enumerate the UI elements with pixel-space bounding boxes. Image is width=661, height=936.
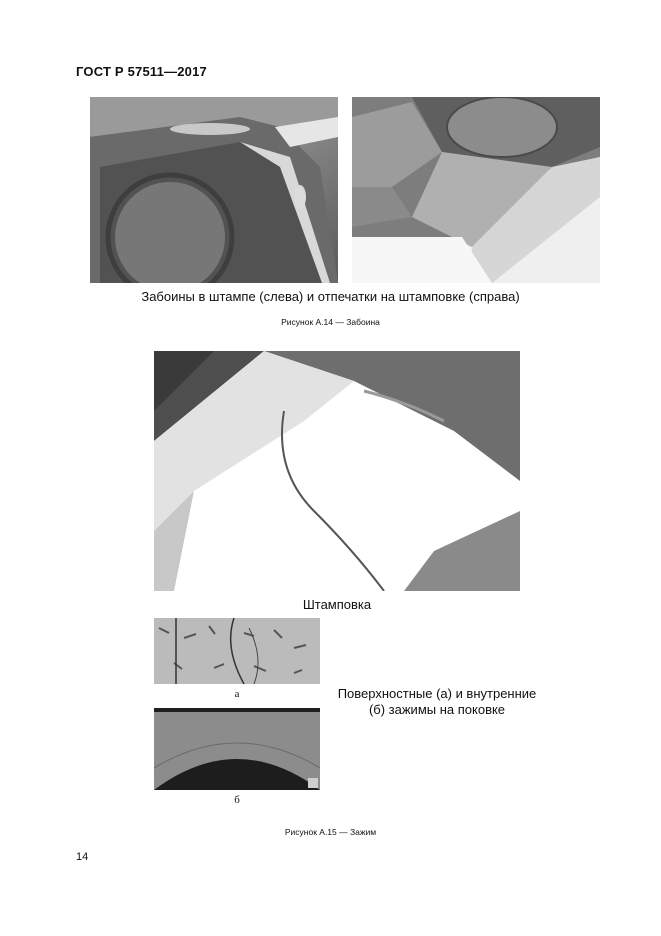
figure-a15-main-label: Штамповка (302, 597, 372, 612)
figure-a15-caption: Рисунок А.15 — Зажим (284, 827, 377, 837)
figure-a14-subcaption: Забоины в штампе (слева) и отпечатки на штамповке (справа) (141, 289, 520, 304)
die-with-dents-photo (90, 97, 338, 283)
forging-imprints-photo (352, 97, 600, 283)
forging-crack-photo (154, 351, 520, 591)
page-number: 14 (76, 851, 89, 863)
internal-lap-micrograph (154, 708, 320, 790)
document-header: ГОСТ Р 57511—2017 (76, 64, 207, 79)
figure-a15-side-text: Поверхностные (а) и внутренние (б) зажимы на поковке (337, 686, 537, 717)
surface-lap-micrograph (154, 618, 320, 684)
figure-a14-caption: Рисунок А.14 — Забоина (281, 317, 380, 327)
micrograph-a-label: а (234, 688, 240, 700)
micrograph-b-label: б (234, 794, 240, 806)
